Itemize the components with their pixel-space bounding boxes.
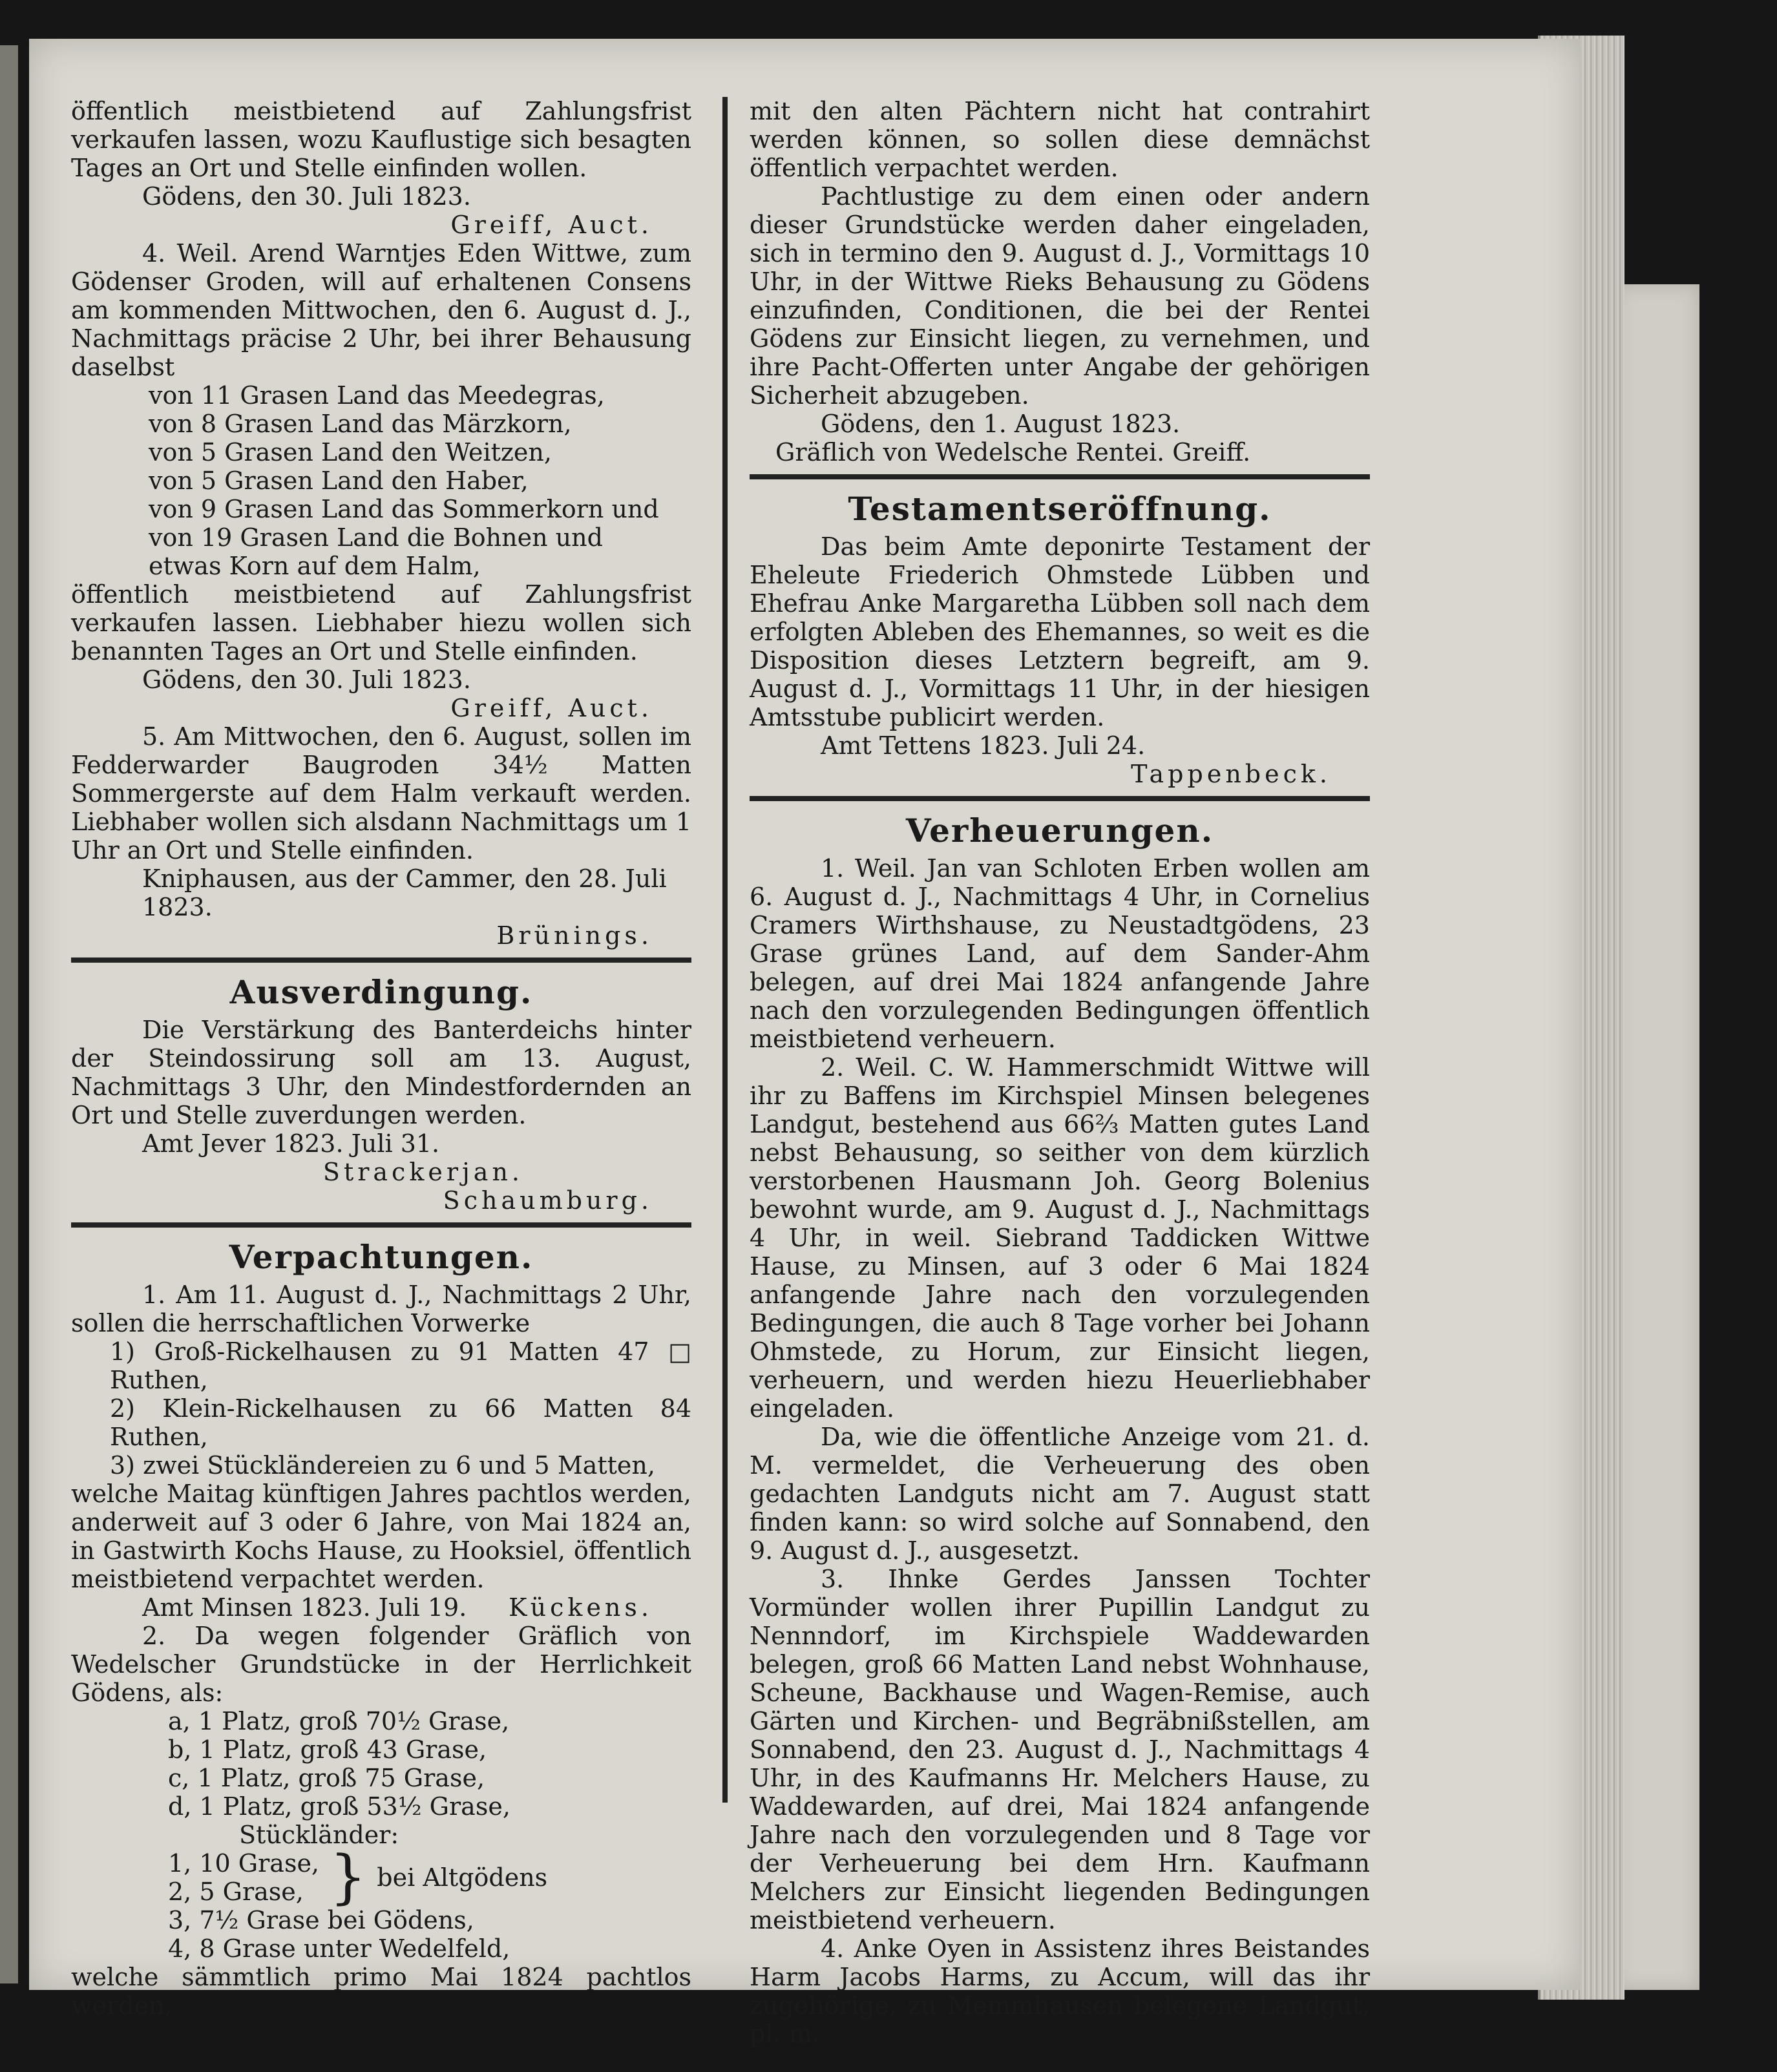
verpachtung-1-end: welche Maitag künftigen Jahres pachtlos werden, anderweit auf 3 oder 6 Jahre, von Mai 1824 an, in Gastwirth Kochs Hause, zu Hooksiel, öffentlich meistbietend verpachtet werden. [71,1480,691,1593]
list-item: a, 1 Platz, groß 70½ Grase, [168,1707,510,1735]
ausverdingung-signature-1: Strackerjan. [322,1158,523,1186]
list-item: 1, 10 Grase, [168,1849,320,1878]
verpachtung-1-footer [71,1593,691,1622]
verpachtung-2-continued: mit den alten Pächtern nicht hat contrahirt werden können, so sollen diese demnächst öffentlich verpachtet werden. [750,97,1370,182]
verpachtung-1-text: 1. Am 11. August d. J., Nachmittags 2 Uhr, sollen die herrschaftlichen Vorwerke [71,1281,691,1337]
list-item: 3, 7½ Grase bei Gödens, [168,1906,474,1934]
notice-signature: Greiff, Auct. [450,211,653,239]
notice-5-signature: Brünings. [496,921,653,950]
column-divider [722,97,728,1803]
verpachtung-2-invitation: Pachtlustige zu dem einen oder andern dieser Grundstücke werden daher eingeladen, sich in termino den 9. August d. J., Vormittags 10 Uhr, in der Wittwe Rieks Behausung zu Gödens einzufinden, Conditionen, die bei der Rentei Gödens zur Einsicht liegen, zu vernehmen, und ihre Pacht-Offerten unter Angabe der gehörigen Sicherheit abzugeben. [750,182,1370,410]
list-item: von 19 Grasen Land die Bohnen und [149,523,603,552]
list-item: 2, 5 Grase, [168,1878,304,1906]
list-item: von 5 Grasen Land den Haber, [149,466,529,495]
heading-verheuerungen: Verheuerungen. [905,811,1214,850]
list-item: von 11 Grasen Land das Meedegras, [149,381,605,410]
testament-signature: Tappenbeck. [1131,760,1331,788]
notice-4-list [71,381,691,580]
verheuerung-3-text: 3. Ihnke Gerdes Janssen Tochter Vormünder wollen ihrer Pupillin Landgut zu Nennndorf, im Kirchspiele Waddewarden belegen, groß 66 Matten Land nebst Wohnhause, Scheune, Backhause und Wagen-Remise, auch Gärten und Kirchen- und Begräbnißstellen, am Sonnabend, den 23. August d. J., Nachmittags 4 Uhr, in des Kaufmanns Hr. Melchers Hause, zu Waddewarden, auf drei, Mai 1824 anfangende Jahre nach den vorzulegenden und 8 Tage vor der Verheuerung bei dem Hrn. Kaufmann Melchers zur Einsicht liegenden Bedingungen meistbietend verheuern. [750,1565,1370,1934]
brace-glyph: } [330,1843,367,1911]
stucklander-brace-group [71,1843,691,1911]
notice-4-signature: Greiff, Auct. [450,694,653,722]
list-item: 3) zwei Stückländereien zu 6 und 5 Matten, [110,1451,655,1480]
notice-4-text: 4. Weil. Arend Warntjes Eden Wittwe, zum Gödenser Groden, will auf erhaltenen Consens am kommenden Mittwochen, den 6. August d. J., Nachmittags präcise 2 Uhr, bei ihrer Behausung daselbst [71,239,691,381]
list-item: c, 1 Platz, groß 75 Grase, [168,1764,485,1792]
notice-text: öffentlich meistbietend auf Zahlungsfrist verkaufen lassen, wozu Kauflustige sich besagten Tages an Ort und Stelle einfinden wollen. [71,97,691,182]
verheuerung-2-text: 2. Weil. C. W. Hammerschmidt Wittwe will ihr zu Baffens im Kirchspiel Minsen belegenes Landgut, bestehend aus 66⅔ Matten gutes Land nebst Behausung, so seither von dem kürzlich verstorbenen Hausmann Joh. Georg Bolenius bewohnt wurde, am 9. August d. J., Nachmittags 4 Uhr, in weil. Siebrand Taddicken Wittwe Hause, zu Minsen, auf 3 oder 6 Mai 1824 anfangende Jahre nach den vorzulegenden Bedingungen, die auch 8 Tage vorher bei Johann Ohmstede, zu Horum, zur Einsicht liegen, verheuern, und werden hiezu Heuerliebhaber eingeladen. [750,1053,1370,1423]
previous-page-edge [0,45,18,1983]
list-item: 4, 8 Grase unter Wedelfeld, [168,1934,510,1963]
section-rule [750,474,1370,479]
heading-verpachtungen: Verpachtungen. [229,1238,534,1276]
right-column [750,97,1370,2048]
left-column [71,97,691,2020]
list-item: von 8 Grasen Land das Märzkorn, [149,410,572,438]
notice-5-date: Kniphausen, aus der Cammer, den 28. Juli 1823. [142,864,667,921]
notice-4-date: Gödens, den 30. Juli 1823. [142,665,471,694]
section-rule [71,958,691,963]
notice-date: Gödens, den 30. Juli 1823. [142,182,471,211]
list-item: etwas Korn auf dem Halm, [149,552,481,580]
verpachtung-2-text: 2. Da wegen folgender Gräflich von Wedelscher Grundstücke in der Herrlichkeit Gödens, als: [71,1622,691,1707]
verpachtung-2-date: Gödens, den 1. August 1823. [821,410,1181,438]
verheuerung-4-text: 4. Anke Oyen in Assistenz ihres Beistandes Harm Jacobs Harms, zu Accum, will das ihr zugehörige, zu Memmhausen belegene Landgut, pl. m. [750,1934,1370,2048]
verpachtung-2-signature: Gräflich von Wedelsche Rentei. Greiff. [775,438,1251,466]
verpachtung-1-signature: Kückens. [509,1593,653,1622]
verpachtung-1-date: Amt Minsen 1823. Juli 19. [142,1593,467,1622]
list-item: d, 1 Platz, groß 53½ Grase, [168,1792,510,1821]
next-page-stub [1615,284,1699,1990]
verpachtung-1-list [71,1337,691,1480]
notice-4-end: öffentlich meistbietend auf Zahlungsfrist verkaufen lassen. Liebhaber hiezu wollen sich benannten Tages an Ort und Stelle einfinden. [71,580,691,665]
list-item: 2) Klein-Rickelhausen zu 66 Matten 84 Ruthen, [110,1394,691,1451]
heading-testamentseroeffnung: Testamentseröffnung. [848,490,1272,528]
list-item: b, 1 Platz, groß 43 Grase, [168,1735,487,1764]
section-rule [750,796,1370,801]
stucklander-label: Stückländer: [239,1821,399,1849]
testament-date: Amt Tettens 1823. Juli 24. [821,731,1146,760]
ausverdingung-signature-2: Schaumburg. [443,1186,653,1215]
verheuerung-2-notice: Da, wie die öffentliche Anzeige vom 21. d. M. vermeldet, die Verheuerung des oben gedachten Landguts nicht am 7. August statt finden kann: so wird solche auf Sonnabend, den 9. August d. J., ausgesetzt. [750,1423,1370,1565]
section-rule [71,1222,691,1228]
list-item: von 9 Grasen Land das Sommerkorn und [149,495,659,523]
list-item: von 5 Grasen Land den Weitzen, [149,438,552,466]
testament-text: Das beim Amte deponirte Testament der Eheleute Friederich Ohmstede Lübben und Ehefrau Anke Margaretha Lübben soll nach dem erfolgten Ableben des Ehemannes, so weit es die Disposition dieses Letztern begreift, am 9. August d. J., Vormittags 11 Uhr, in der hiesigen Amtsstube publicirt werden. [750,532,1370,731]
ausverdingung-text: Die Verstärkung des Banterdeichs hinter der Steindossirung soll am 13. August, Nachmittags 3 Uhr, den Mindestfordernden an Ort und Stelle zuverdungen werden. [71,1016,691,1129]
verpachtung-2-list [71,1707,691,1821]
heading-ausverdingung: Ausverdingung. [229,973,533,1011]
list-item: 1) Groß-Rickelhausen zu 91 Matten 47 □ Ruthen, [110,1337,691,1394]
verheuerung-1-text: 1. Weil. Jan van Schloten Erben wollen am 6. August d. J., Nachmittags 4 Uhr, in Cornelius Cramers Wirthshause, zu Neustadtgödens, 23 Grase grünes Land, auf dem Sander-Ahm belegen, auf drei Mai 1824 anfangende Jahre nach den vorzulegenden Bedingungen öffentlich meistbietend verheuern. [750,854,1370,1053]
notice-5-text: 5. Am Mittwochen, den 6. August, sollen im Fedderwarder Baugroden 34½ Matten Sommergerste auf dem Halm verkauft werden. Liebhaber wollen sich alsdann Nachmittags um 1 Uhr an Ort und Stelle einfinden. [71,722,691,864]
verpachtung-2-end: welche sämmtlich primo Mai 1824 pachtlos werden, [71,1963,691,2020]
ausverdingung-date: Amt Jever 1823. Juli 31. [142,1129,440,1158]
brace-label: bei Altgödens [377,1863,548,1892]
